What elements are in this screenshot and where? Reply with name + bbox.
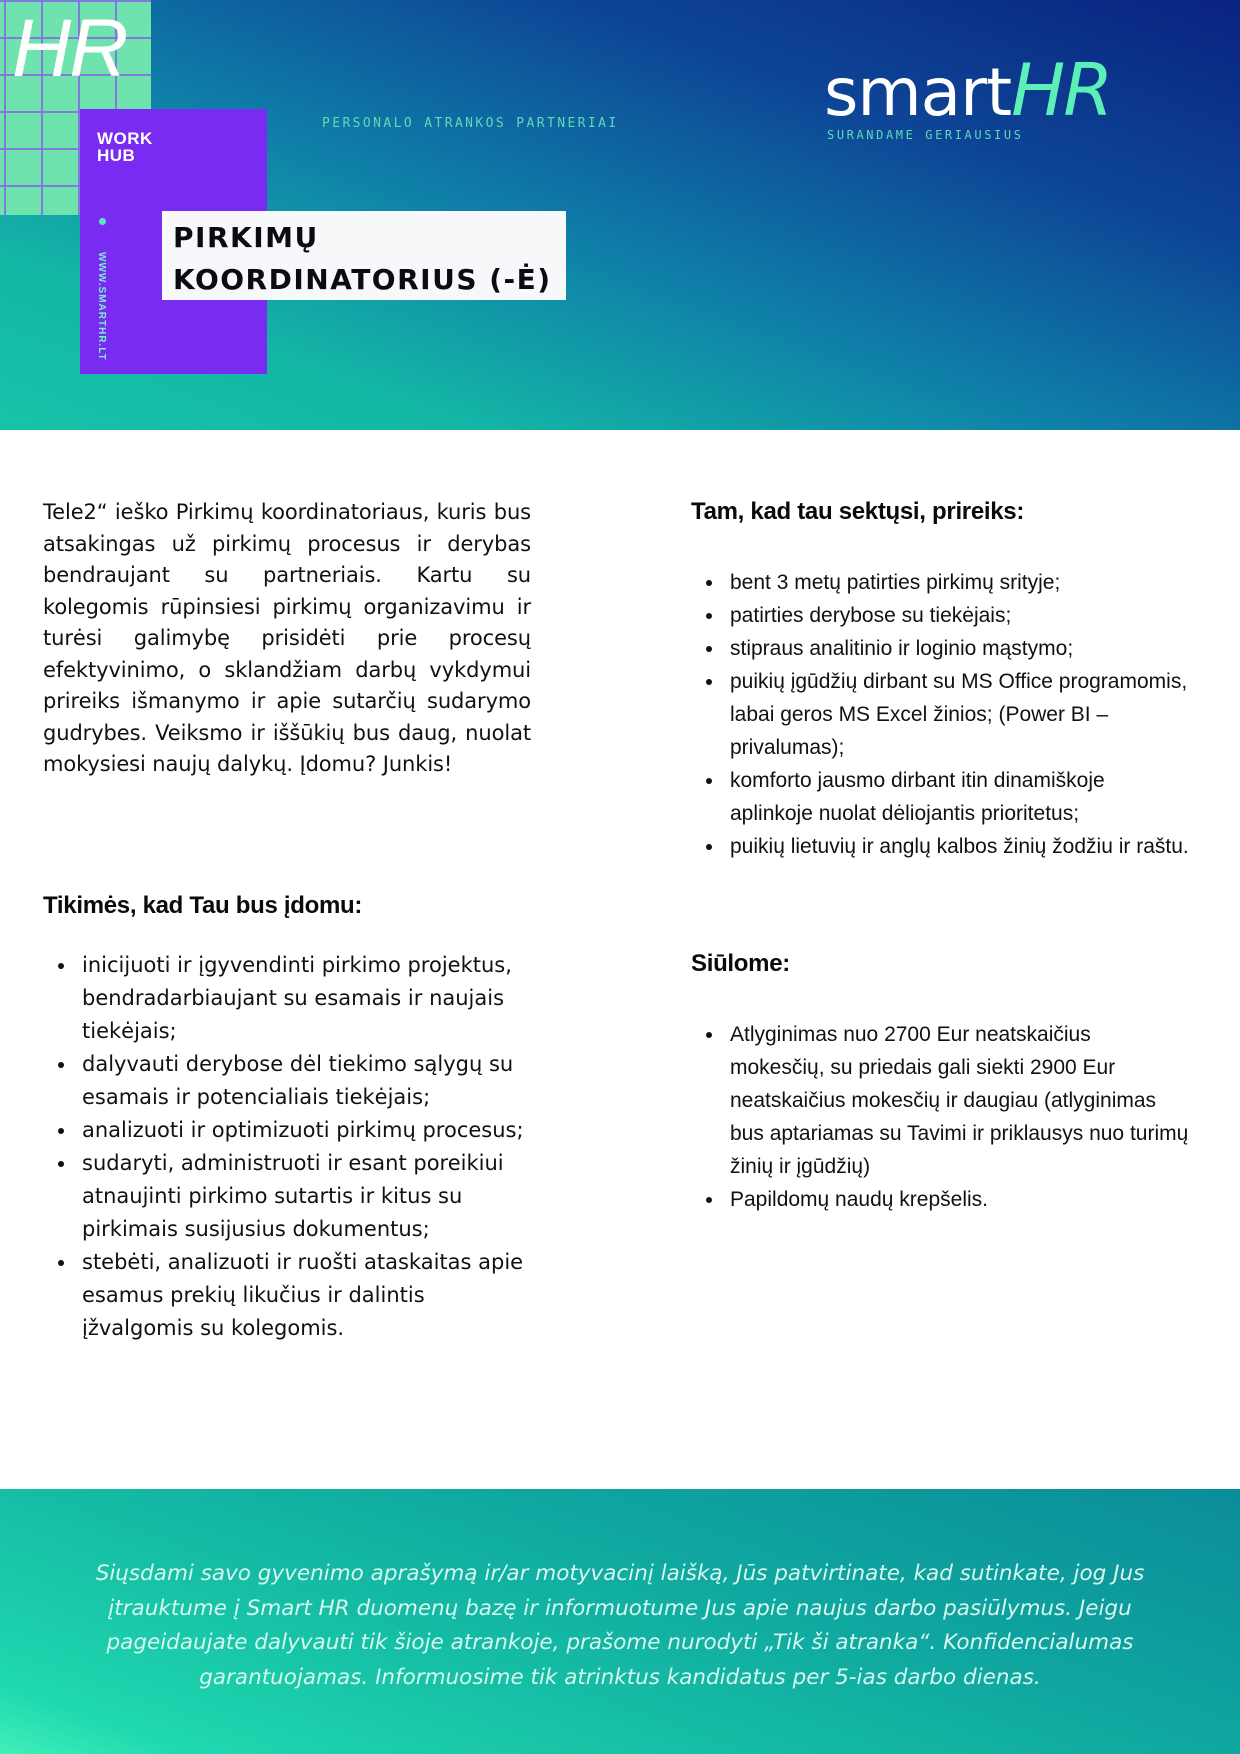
brand-subtitle: SURANDAME GERIAUSIUS <box>827 128 1024 142</box>
privacy-notice: Siųsdami savo gyvenimo aprašymą ir/ar motyvacinį laišką, Jūs patvirtinate, kad sutinkate, jog Jus įtrauktume į Smart HR duomenų bazę ir informuotume Jus apie naujus darbo pasiūlymus. Jeigu pageidaujate dalyvauti tik šioje atrankoje, prašome nurodyti „Tik ši atranka“. Konfidencialumas garantuojamas. Informuosime tik atrinktus kandidatus per 5-ias darbo dienas. <box>95 1561 1145 1690</box>
list-item: bent 3 metų patirties pirkimų srityje; <box>691 566 1191 599</box>
job-title-line-2: KOORDINATORIUS (-Ė) <box>173 263 552 296</box>
list-item: puikių įgūdžių dirbant su MS Office programomis, labai geros MS Excel žinios; (Power BI – privalumas); <box>691 665 1191 764</box>
header-banner <box>0 0 1240 430</box>
list-item: Papildomų naudų krepšelis. <box>691 1183 1191 1216</box>
tagline: PERSONALO ATRANKOS PARTNERIAI <box>322 116 619 131</box>
list-item: analizuoti ir optimizuoti pirkimų procesus; <box>43 1114 531 1147</box>
job-title-line-1: PIRKIMŲ <box>173 221 319 254</box>
left-column <box>43 497 531 1345</box>
responsibilities-heading: Tikimės, kad Tau bus įdomu: <box>43 891 363 919</box>
brand-hr: HR <box>1011 48 1112 132</box>
list-item: stebėti, analizuoti ir ruošti ataskaitas apie esamus prekių likučius ir dalintis įžvalgomis su kolegomis. <box>43 1246 531 1345</box>
footer-banner <box>0 1489 1240 1754</box>
workhub-line-2: HUB <box>97 146 136 165</box>
job-title-box <box>162 211 566 300</box>
list-item: patirties derybose su tiekėjais; <box>691 599 1191 632</box>
list-item: inicijuoti ir įgyvendinti pirkimo projektus, bendradarbiaujant su esamais ir naujais tiekėjais; <box>43 949 531 1048</box>
list-item: komforto jausmo dirbant itin dinamiškoje aplinkoje nuolat dėliojantis prioritetus; <box>691 764 1191 830</box>
workhub-line-1: WORK <box>97 129 153 148</box>
offer-list <box>691 1018 1191 1216</box>
list-item: sudaryti, administruoti ir esant poreikiui atnaujinti pirkimo sutartis ir kitus su pirkimais susijusius dokumentus; <box>43 1147 531 1246</box>
offer-heading: Siūlome: <box>691 950 790 977</box>
workhub-label <box>97 130 153 164</box>
list-item: puikių lietuvių ir anglų kalbos žinių žodžiu ir raštu. <box>691 830 1191 863</box>
brand-smart: smart <box>824 54 1012 131</box>
list-item: dalyvauti derybose dėl tiekimo sąlygų su esamais ir potencialiais tiekėjais; <box>43 1048 531 1114</box>
requirements-list <box>691 566 1191 863</box>
requirements-heading: Tam, kad tau sektųsi, prireiks: <box>691 498 1025 525</box>
website-link[interactable]: WWW.SMARTHR.LT <box>96 252 107 361</box>
hr-logo: HR <box>12 3 127 94</box>
dot-decoration <box>99 218 106 225</box>
smarthr-logo <box>824 48 1112 132</box>
responsibilities-list <box>43 949 531 1345</box>
list-item: Atlyginimas nuo 2700 Eur neatskaičius mokesčių, su priedais gali siekti 2900 Eur neatskaičius mokesčių ir daugiau (atlyginimas bus aptariamas su Tavimi ir priklausys nuo turimų žinių ir įgūdžių) <box>691 1018 1191 1183</box>
right-column <box>691 497 1191 1216</box>
list-item: stipraus analitinio ir loginio mąstymo; <box>691 632 1191 665</box>
intro-paragraph: Tele2“ ieško Pirkimų koordinatoriaus, kuris bus atsakingas už pirkimų procesus ir derybas bendraujant su partneriais. Kartu su kolegomis rūpinsiesi pirkimų organizavimu ir turėsi galimybę prisidėti prie procesų efektyvinimo, o sklandžiam darbų vykdymui prireiks išmanymo ir apie sutarčių sudarymo gudrybes. Veiksmo ir iššūkių bus daug, nuolat mokysiesi naujų dalykų. Įdomu? Junkis! <box>43 500 531 776</box>
